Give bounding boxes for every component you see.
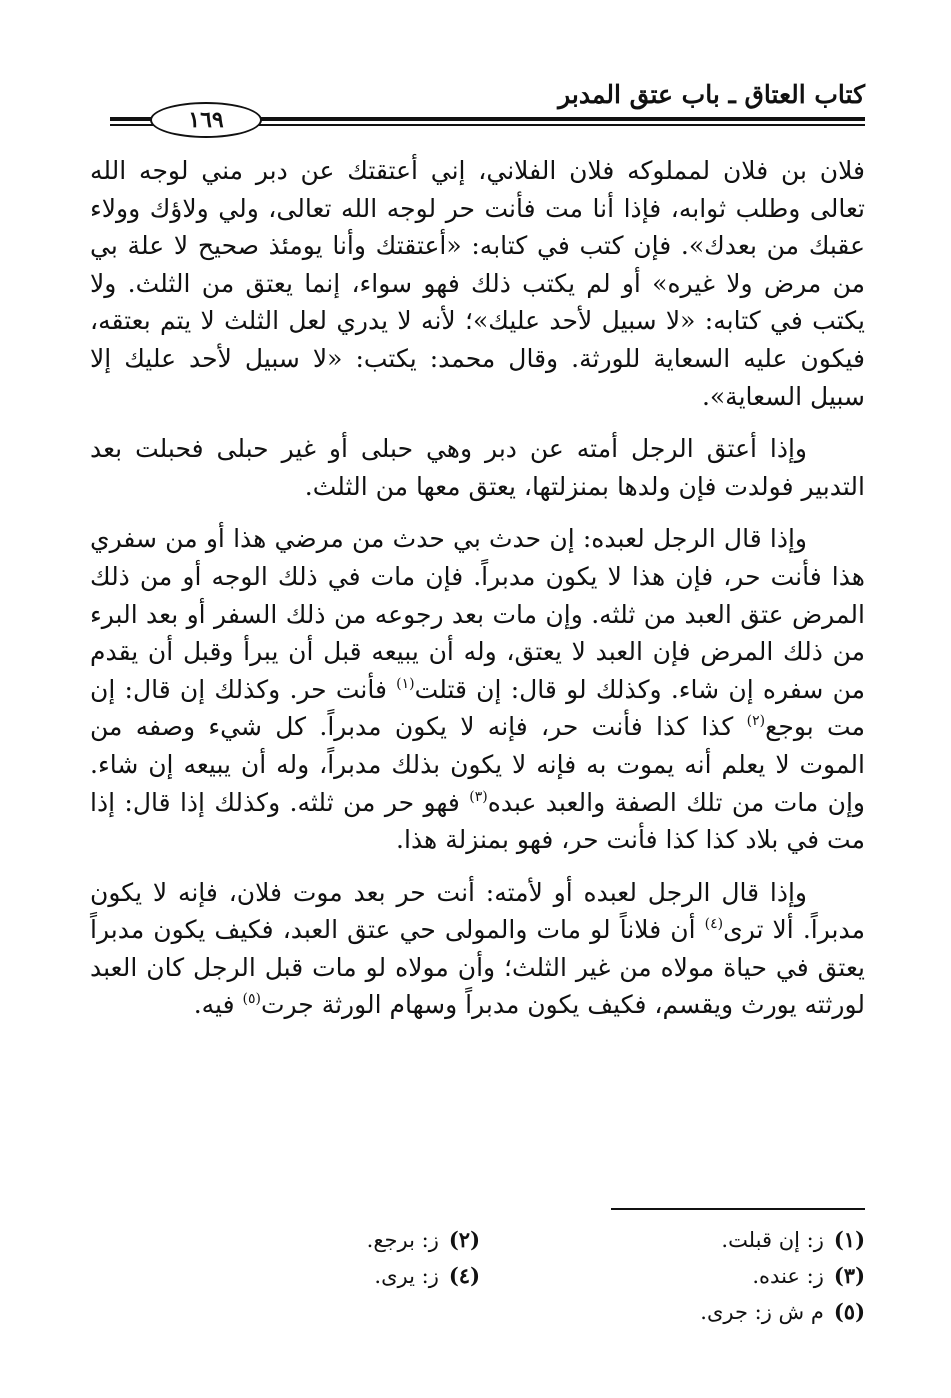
paragraph-text: وإذا قال الرجل لعبده: إن حدث بي حدث من مرضي هذا أو من سفري هذا فأنت حر، فإن هذا لا يكون مدبراً. فإن مات في ذلك الوجه أو من ذلك المرض عتق العبد من ثلثه. وإن مات بعد رجوعه من ذلك السفر أو بعد البرء من ذلك المرض فإن العبد لا يعتق، وله أن يبيعه قبل أن يبرأ وقبل أن يقدم من سفره إن شاء. وكذلك لو قال: إن قتلت	[90, 524, 866, 704]
footnote-number: (٤)	[448, 1263, 480, 1288]
paragraph-text: وإذا قال الرجل لعبده أو لأمته: أنت حر بعد موت فلان، فإنه لا يكون مدبراً. ألا ترى	[90, 877, 866, 945]
paragraph-text: كذا كذا فأنت حر، فإنه لا يكون مدبراً. كل شيء وصفه من الموت لا يعلم أنه يموت به فإنه لا يكون بذلك مدبراً، وله أن يبيعه إن شاء. وإن مات من تلك الصفة والعبد عبده	[90, 712, 866, 817]
footnote-item	[480, 1294, 865, 1330]
footnote-number: (٥)	[833, 1299, 865, 1324]
footnote-number: (٣)	[833, 1263, 865, 1288]
footnote-text: ز: إن قبلت.	[721, 1228, 824, 1252]
paragraph-text: فلان بن فلان لمملوكه فلان الفلاني، إني أعتقتك عن دبر مني لوجه الله تعالى وطلب ثوابه، فإذا أنا مت فأنت حر لوجه الله تعالى، ولي ولاؤك وولاء عقبك من بعدك». فإن كتب في كتابه: «أعتقتك وأنا يومئذ صحيح لا علة بي من مرض ولا غيره» أو لم يكتب ذلك فهو سواء، إنما يعتق من الثلث. ولا يكتب في كتابه: «لا سبيل لأحد عليك»؛ لأنه لا يدري لعل الثلث لا يتم بعتقه، فيكون عليه السعاية للورثة. وقال محمد: يكتب: «لا سبيل لأحد عليك إلا سبيل السعاية».	[90, 156, 865, 411]
footnote-separator	[611, 1208, 865, 1210]
footnote-marker: (١)	[396, 675, 415, 692]
paragraph-text: فأنت حر. وكذلك إن قال: إن مت بوجع	[90, 674, 865, 742]
book-page	[90, 0, 865, 1398]
footnote-item	[95, 1258, 480, 1294]
footnote-row	[90, 1222, 865, 1258]
footnote-marker: (٣)	[469, 788, 488, 805]
page-header	[90, 78, 865, 138]
paragraph-text: وإذا أعتق الرجل أمته عن دبر وهي حبلى أو غير حبلى فحبلت بعد التدبير فولدت فإن ولدها بمنزلتها، يعتق معها من الثلث.	[90, 434, 865, 501]
paragraph	[90, 874, 865, 1024]
main-text	[90, 152, 865, 1039]
footnote-number: (١)	[833, 1227, 865, 1252]
page-number: ١٦٩	[150, 102, 262, 138]
footnote-item	[95, 1222, 480, 1258]
footnote-text: ز: يرى.	[374, 1264, 439, 1288]
running-title: كتاب العتاق ـ باب عتق المدبر	[558, 80, 865, 109]
paragraph	[90, 520, 865, 858]
footnote-marker: (٢)	[746, 713, 766, 730]
footnote-row	[90, 1294, 865, 1330]
paragraph-text: أن فلاناً لو مات والمولى حي عتق العبد، فكيف يكون مدبراً يعتق في حياة مولاه من غير الثلث؛ وأن مولاه لو مات قبل الرجل كان العبد لورثته يورث ويقسم، فكيف يكون مدبراً وسهام الورثة جرت	[90, 915, 865, 1020]
paragraph	[90, 152, 865, 415]
footnote-item	[480, 1258, 865, 1294]
footnote-number: (٢)	[448, 1227, 480, 1252]
footnote-text: ز: عنده.	[752, 1264, 824, 1288]
footnote-text: م ش ز: جرى.	[700, 1300, 824, 1324]
paragraph	[90, 430, 865, 505]
paragraph-text: فيه.	[193, 990, 243, 1020]
footnote-item	[480, 1222, 865, 1258]
footnote-marker: (٤)	[704, 916, 724, 933]
footnotes	[90, 1222, 865, 1330]
footnote-marker: (٥)	[242, 991, 261, 1008]
footnote-text: ز: برجع.	[366, 1228, 439, 1252]
paragraph-text: فهو حر من ثلثه. وكذلك إذا قال: إذا مت في بلاد كذا كذا فأنت حر، فهو بمنزلة هذا.	[90, 787, 865, 855]
footnote-row	[90, 1258, 865, 1294]
